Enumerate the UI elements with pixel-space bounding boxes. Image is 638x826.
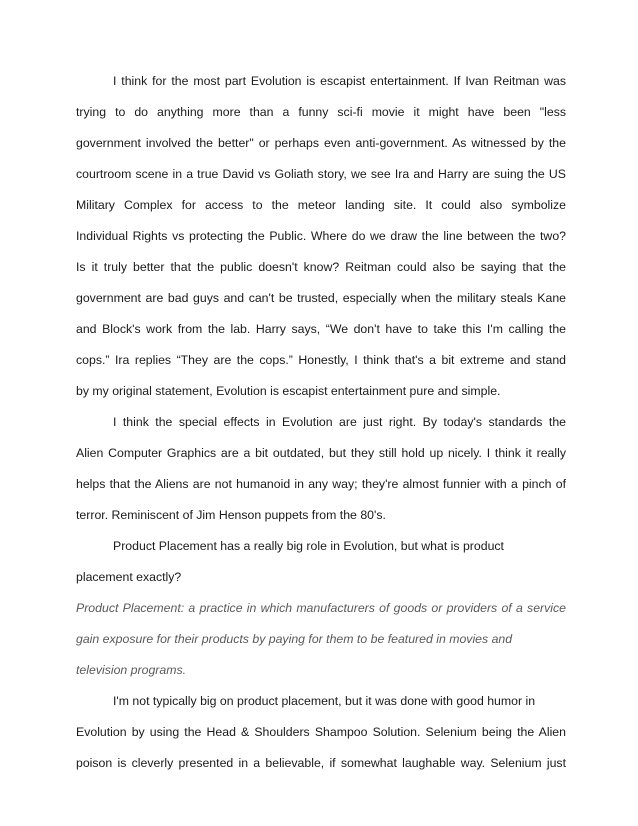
paragraph-1-line-1: I think for the most part Evolution is escapist entertainment. If Ivan Reitman was [113, 74, 566, 88]
paragraph-3-line-2: placement exactly? [76, 570, 182, 584]
paragraph-1-line-11: by my original statement, Evolution is escapist entertainment pure and simple. [76, 384, 501, 398]
paragraph-2-line-3: helps that the Aliens are not humanoid in any way; they're almost funnier with a pinch of [76, 477, 566, 491]
paragraph-2-line-1: I think the special effects in Evolution are just right. By today's standards the [113, 415, 566, 429]
paragraph-4-line-2: Evolution by using the Head & Shoulders Shampoo Solution. Selenium being the Alien [76, 725, 566, 739]
paragraph-2-line-4: terror. Reminiscent of Jim Henson puppets from the 80's. [76, 508, 386, 522]
paragraph-1-line-4: courtroom scene in a true David vs Goliath story, we see Ira and Harry are suing the US [76, 167, 566, 181]
paragraph-1-line-3: government involved the better" or perhaps even anti-government. As witnessed by the [76, 136, 566, 150]
paragraph-2-line-2: Alien Computer Graphics are a bit outdated, but they still hold up nicely. I think it really [76, 446, 566, 460]
paragraph-1-line-5: Military Complex for access to the meteor landing site. It could also symbolize [76, 198, 566, 212]
paragraph-1-line-7: Is it truly better that the public doesn't know? Reitman could also be saying that the [76, 260, 566, 274]
paragraph-4-line-1: I'm not typically big on product placement, but it was done with good humor in [113, 694, 536, 708]
paragraph-1-line-9: and Block's work from the lab. Harry says, “We don't have to take this I'm calling the [76, 322, 566, 336]
paragraph-4-line-3: poison is cleverly presented in a believable, if somewhat laughable way. Selenium just [76, 756, 566, 770]
paragraph-1-line-6: Individual Rights vs protecting the Public. Where do we draw the line between the two? [76, 229, 566, 243]
paragraph-1-line-2: trying to do anything more than a funny sci-fi movie it might have been "less [76, 105, 566, 119]
definition-line-1: Product Placement: a practice in which manufacturers of goods or providers of a service [76, 601, 566, 615]
paragraph-1-line-8: government are bad guys and can't be trusted, especially when the military steals Kane [76, 291, 566, 305]
paragraph-1-line-10: cops.” Ira replies “They are the cops.” Honestly, I think that's a bit extreme and stand [76, 353, 566, 367]
paragraph-3-line-1: Product Placement has a really big role in Evolution, but what is product [113, 539, 504, 553]
definition-line-2: gain exposure for their products by paying for them to be featured in movies and [76, 632, 513, 646]
definition-line-3: television programs. [76, 663, 187, 677]
